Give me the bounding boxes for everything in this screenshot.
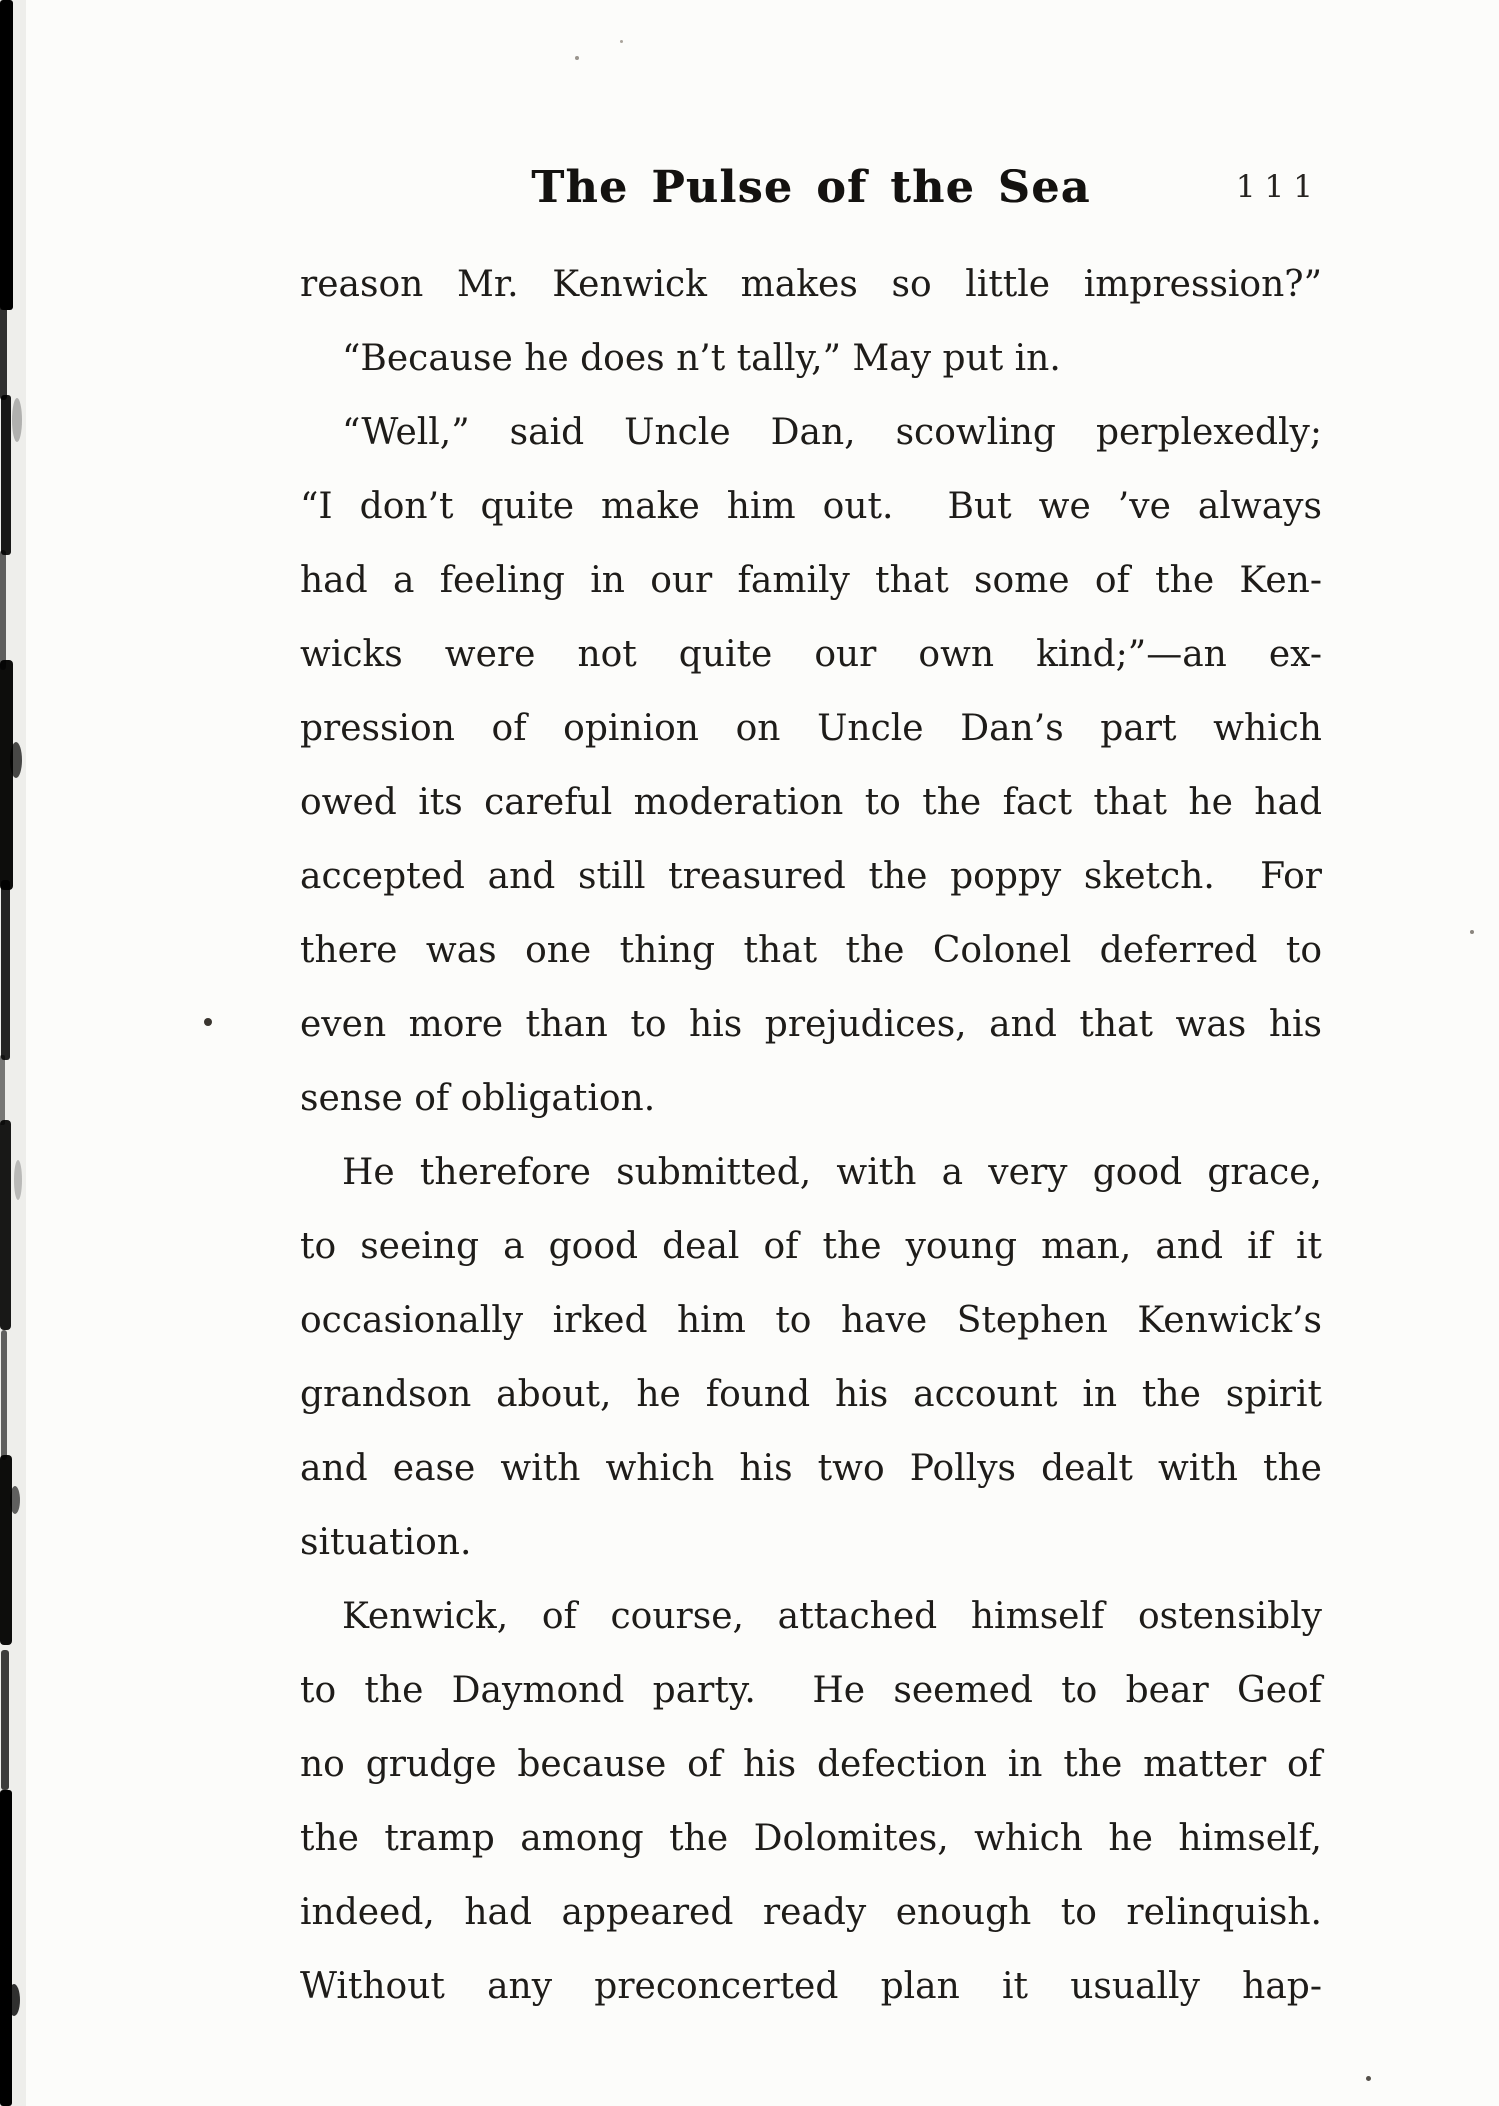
text-line: and ease with which his two Pollys dealt with the (300, 1448, 1322, 1489)
text-line: to the Daymond party. He seemed to bear Geof (300, 1670, 1322, 1711)
ink-speck (620, 40, 623, 43)
text-line: to seeing a good deal of the young man, and if it (300, 1226, 1322, 1267)
text-line: pression of opinion on Uncle Dan’s part which (300, 708, 1322, 749)
text-line: Kenwick, of course, attached himself ostensibly (342, 1596, 1322, 1637)
page-number: 111 (1235, 169, 1322, 205)
text-line: occasionally irked him to have Stephen Kenwick’s (300, 1300, 1322, 1341)
text-line: Without any preconcerted plan it usually hap- (300, 1966, 1322, 2007)
text-line: He therefore submitted, with a very good grace, (342, 1152, 1322, 1193)
text-line: accepted and still treasured the poppy sketch. For (300, 856, 1322, 897)
binding-shadow (0, 0, 40, 2106)
ink-speck (204, 1018, 212, 1026)
page-header (300, 162, 1322, 218)
text-line: had a feeling in our family that some of the Ken- (300, 560, 1322, 601)
text-line: indeed, had appeared ready enough to relinquish. (300, 1892, 1322, 1933)
text-line: “I don’t quite make him out. But we ’ve always (300, 486, 1322, 527)
text-line: no grudge because of his defection in the matter of (300, 1744, 1322, 1785)
body-text (300, 248, 1322, 2024)
text-line: reason Mr. Kenwick makes so little impression?” (300, 264, 1322, 305)
ink-speck (575, 56, 579, 60)
running-title: The Pulse of the Sea (531, 162, 1091, 213)
text-line: there was one thing that the Colonel deferred to (300, 930, 1322, 971)
ink-speck (1366, 2076, 1371, 2081)
text-line: even more than to his prejudices, and that was his (300, 1004, 1322, 1045)
text-line: sense of obligation. (300, 1078, 656, 1119)
text-line: “Well,” said Uncle Dan, scowling perplexedly; (342, 412, 1322, 453)
text-line: wicks were not quite our own kind;”—an ex- (300, 634, 1322, 675)
text-line: “Because he does n’t tally,” May put in. (342, 338, 1061, 379)
text-line: the tramp among the Dolomites, which he himself, (300, 1818, 1322, 1859)
text-line: owed its careful moderation to the fact that he had (300, 782, 1322, 823)
text-line: situation. (300, 1522, 472, 1563)
text-line: grandson about, he found his account in the spirit (300, 1374, 1322, 1415)
ink-speck (1470, 930, 1474, 934)
